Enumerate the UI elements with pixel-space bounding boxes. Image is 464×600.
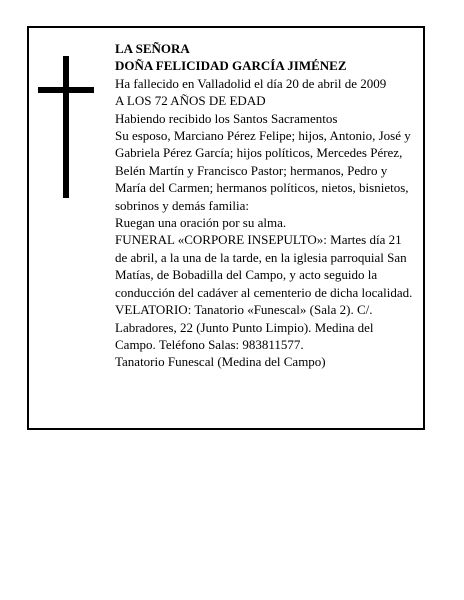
sacraments-line: Habiendo recibido los Santos Sacramentos (115, 110, 338, 126)
cross-vertical-bar (63, 56, 69, 198)
prayer-request: Ruegan una oración por su alma. (115, 215, 287, 231)
obituary-text (115, 40, 415, 371)
age-line: A LOS 72 AÑOS DE EDAD (115, 93, 266, 109)
deceased-name: DOÑA FELICIDAD GARCÍA JIMÉNEZ (115, 58, 347, 74)
wake-details: VELATORIO: Tanatorio «Funescal» (Sala 2). C/. Labradores, 22 (Junto Punto Limpio). Medina del Campo. Teléfono Salas: 983811577. (115, 302, 374, 352)
cross-horizontal-bar (38, 87, 94, 93)
cross-icon (38, 56, 94, 198)
family-paragraph: Su esposo, Marciano Pérez Felipe; hijos, Antonio, José y Gabriela Pérez García; hijos políticos, Mercedes Pérez, Belén Martín y Francisco Pastor; hermanos, Pedro y María del Carmen; hermanos políticos, nietos, bisnietos, sobrinos y demás familia: (115, 128, 411, 213)
death-announcement: Ha fallecido en Valladolid el día 20 de abril de 2009 (115, 75, 387, 91)
funeral-home: Tanatorio Funescal (Medina del Campo) (115, 354, 326, 370)
notice-title: LA SEÑORA (115, 41, 190, 56)
funeral-details: FUNERAL «CORPORE INSEPULTO»: Martes día 21 de abril, a la una de la tarde, en la iglesia parroquial San Matías, de Bobadilla del Campo, y acto seguido la conducción del cadáver al cementerio de dicha localidad. (115, 232, 413, 300)
